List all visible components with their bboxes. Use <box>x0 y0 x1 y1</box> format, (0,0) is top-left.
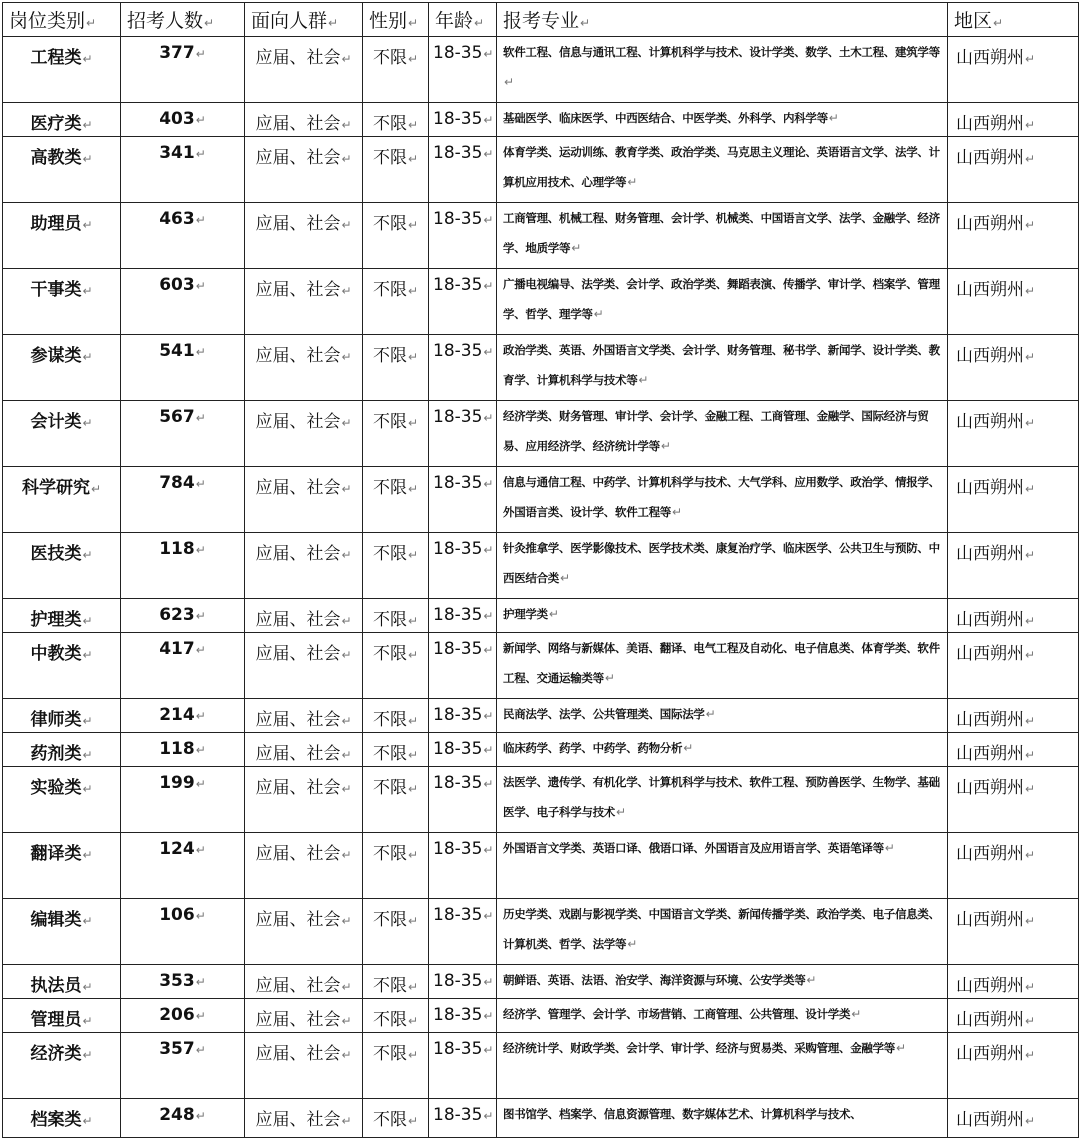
cell-count: 567↵ <box>121 401 245 467</box>
cell-count: 403↵ <box>121 103 245 137</box>
cell-target: 应届、社会↵ <box>245 37 363 103</box>
cell-target: 应届、社会↵ <box>245 1099 363 1138</box>
cell-count: 357↵ <box>121 1033 245 1099</box>
cell-category: 参谋类↵ <box>3 335 121 401</box>
cell-count: 541↵ <box>121 335 245 401</box>
cell-category: 律师类↵ <box>3 699 121 733</box>
cell-gender: 不限↵ <box>363 137 429 203</box>
cell-target: 应届、社会↵ <box>245 733 363 767</box>
cell-age: 18-35↵ <box>429 833 497 899</box>
cell-majors: 广播电视编导、法学类、会计学、政治学类、舞蹈表演、传播学、审计学、档案学、管理学、哲学、理学等↵ <box>497 269 948 335</box>
cell-majors: 护理学类↵ <box>497 599 948 633</box>
cell-count: 784↵ <box>121 467 245 533</box>
cell-category: 干事类↵ <box>3 269 121 335</box>
cell-gender: 不限↵ <box>363 767 429 833</box>
cell-category: 翻译类↵ <box>3 833 121 899</box>
cell-region: 山西朔州↵ <box>948 103 1079 137</box>
cell-majors: 历史学类、戏剧与影视学类、中国语言文学类、新闻传播学类、政治学类、电子信息类、计算机类、哲学、法学等↵ <box>497 899 948 965</box>
cell-target: 应届、社会↵ <box>245 467 363 533</box>
cell-age: 18-35↵ <box>429 699 497 733</box>
cell-category: 工程类↵ <box>3 37 121 103</box>
cell-count: 417↵ <box>121 633 245 699</box>
cell-age: 18-35↵ <box>429 633 497 699</box>
cell-category: 会计类↵ <box>3 401 121 467</box>
cell-count: 377↵ <box>121 37 245 103</box>
table-row <box>3 599 1079 633</box>
cell-target: 应届、社会↵ <box>245 899 363 965</box>
cell-category: 高教类↵ <box>3 137 121 203</box>
cell-age: 18-35↵ <box>429 899 497 965</box>
cell-category: 护理类↵ <box>3 599 121 633</box>
cell-gender: 不限↵ <box>363 103 429 137</box>
cell-majors: 信息与通信工程、中药学、计算机科学与技术、大气学科、应用数学、政治学、情报学、外国语言类、设计学、软件工程等↵ <box>497 467 948 533</box>
table-row <box>3 733 1079 767</box>
table-row <box>3 467 1079 533</box>
cell-count: 118↵ <box>121 733 245 767</box>
cell-region: 山西朔州↵ <box>948 599 1079 633</box>
table-row <box>3 203 1079 269</box>
cell-gender: 不限↵ <box>363 699 429 733</box>
cell-target: 应届、社会↵ <box>245 767 363 833</box>
cell-gender: 不限↵ <box>363 269 429 335</box>
table-row <box>3 269 1079 335</box>
cell-gender: 不限↵ <box>363 1033 429 1099</box>
cell-category: 科学研究↵ <box>3 467 121 533</box>
cell-majors: 针灸推拿学、医学影像技术、医学技术类、康复治疗学、临床医学、公共卫生与预防、中西医结合类↵ <box>497 533 948 599</box>
header-row <box>3 3 1079 37</box>
cell-target: 应届、社会↵ <box>245 633 363 699</box>
cell-count: 199↵ <box>121 767 245 833</box>
cell-majors: 软件工程、信息与通讯工程、计算机科学与技术、设计学类、数学、土木工程、建筑学等↵ <box>497 37 948 103</box>
table-row <box>3 699 1079 733</box>
cell-gender: 不限↵ <box>363 899 429 965</box>
cell-majors: 图书馆学、档案学、信息资源管理、数字媒体艺术、计算机科学与技术、 <box>497 1099 948 1138</box>
cell-count: 353↵ <box>121 965 245 999</box>
cell-majors: 经济学类、财务管理、审计学、会计学、金融工程、工商管理、金融学、国际经济与贸易、应用经济学、经济统计学等↵ <box>497 401 948 467</box>
cell-category: 编辑类↵ <box>3 899 121 965</box>
cell-target: 应届、社会↵ <box>245 103 363 137</box>
cell-target: 应届、社会↵ <box>245 833 363 899</box>
cell-count: 124↵ <box>121 833 245 899</box>
cell-age: 18-35↵ <box>429 137 497 203</box>
cell-region: 山西朔州↵ <box>948 37 1079 103</box>
table-row <box>3 1099 1079 1138</box>
cell-count: 463↵ <box>121 203 245 269</box>
header-majors: 报考专业↵ <box>497 3 948 37</box>
cell-age: 18-35↵ <box>429 999 497 1033</box>
cell-region: 山西朔州↵ <box>948 733 1079 767</box>
cell-gender: 不限↵ <box>363 599 429 633</box>
header-count: 招考人数↵ <box>121 3 245 37</box>
header-target: 面向人群↵ <box>245 3 363 37</box>
cell-region: 山西朔州↵ <box>948 965 1079 999</box>
cell-age: 18-35↵ <box>429 37 497 103</box>
cell-majors: 朝鲜语、英语、法语、治安学、海洋资源与环境、公安学类等↵ <box>497 965 948 999</box>
cell-region: 山西朔州↵ <box>948 533 1079 599</box>
table-row <box>3 899 1079 965</box>
cell-region: 山西朔州↵ <box>948 467 1079 533</box>
cell-target: 应届、社会↵ <box>245 533 363 599</box>
cell-gender: 不限↵ <box>363 999 429 1033</box>
cell-age: 18-35↵ <box>429 767 497 833</box>
cell-category: 医疗类↵ <box>3 103 121 137</box>
cell-age: 18-35↵ <box>429 533 497 599</box>
header-gender: 性别↵ <box>363 3 429 37</box>
cell-age: 18-35↵ <box>429 733 497 767</box>
cell-region: 山西朔州↵ <box>948 335 1079 401</box>
cell-count: 118↵ <box>121 533 245 599</box>
cell-majors: 经济统计学、财政学类、会计学、审计学、经济与贸易类、采购管理、金融学等↵ <box>497 1033 948 1099</box>
cell-target: 应届、社会↵ <box>245 699 363 733</box>
cell-target: 应届、社会↵ <box>245 203 363 269</box>
cell-majors: 临床药学、药学、中药学、药物分析↵ <box>497 733 948 767</box>
cell-target: 应届、社会↵ <box>245 965 363 999</box>
cell-region: 山西朔州↵ <box>948 1099 1079 1138</box>
cell-age: 18-35↵ <box>429 401 497 467</box>
cell-category: 助理员↵ <box>3 203 121 269</box>
cell-target: 应届、社会↵ <box>245 599 363 633</box>
cell-age: 18-35↵ <box>429 335 497 401</box>
cell-majors: 工商管理、机械工程、财务管理、会计学、机械类、中国语言文学、法学、金融学、经济学、地质学等↵ <box>497 203 948 269</box>
cell-category: 实验类↵ <box>3 767 121 833</box>
cell-category: 中教类↵ <box>3 633 121 699</box>
cell-majors: 政治学类、英语、外国语言文学类、会计学、财务管理、秘书学、新闻学、设计学类、教育学、计算机科学与技术等↵ <box>497 335 948 401</box>
cell-gender: 不限↵ <box>363 467 429 533</box>
cell-category: 经济类↵ <box>3 1033 121 1099</box>
cell-majors: 基础医学、临床医学、中西医结合、中医学类、外科学、内科学等↵ <box>497 103 948 137</box>
cell-age: 18-35↵ <box>429 467 497 533</box>
cell-age: 18-35↵ <box>429 103 497 137</box>
cell-count: 623↵ <box>121 599 245 633</box>
cell-category: 管理员↵ <box>3 999 121 1033</box>
cell-majors: 外国语言文学类、英语口译、俄语口译、外国语言及应用语言学、英语笔译等↵ <box>497 833 948 899</box>
cell-region: 山西朔州↵ <box>948 137 1079 203</box>
cell-age: 18-35↵ <box>429 1033 497 1099</box>
table-row <box>3 1033 1079 1099</box>
table-row <box>3 335 1079 401</box>
cell-target: 应届、社会↵ <box>245 1033 363 1099</box>
cell-gender: 不限↵ <box>363 733 429 767</box>
cell-gender: 不限↵ <box>363 833 429 899</box>
cell-region: 山西朔州↵ <box>948 269 1079 335</box>
cell-region: 山西朔州↵ <box>948 1033 1079 1099</box>
table-row <box>3 999 1079 1033</box>
header-category: 岗位类别↵ <box>3 3 121 37</box>
table-row <box>3 833 1079 899</box>
cell-count: 106↵ <box>121 899 245 965</box>
cell-category: 执法员↵ <box>3 965 121 999</box>
cell-gender: 不限↵ <box>363 203 429 269</box>
cell-target: 应届、社会↵ <box>245 335 363 401</box>
cell-region: 山西朔州↵ <box>948 203 1079 269</box>
header-age: 年龄↵ <box>429 3 497 37</box>
cell-age: 18-35↵ <box>429 269 497 335</box>
cell-region: 山西朔州↵ <box>948 633 1079 699</box>
cell-count: 603↵ <box>121 269 245 335</box>
cell-category: 药剂类↵ <box>3 733 121 767</box>
cell-region: 山西朔州↵ <box>948 767 1079 833</box>
table-row <box>3 767 1079 833</box>
cell-target: 应届、社会↵ <box>245 999 363 1033</box>
cell-count: 341↵ <box>121 137 245 203</box>
cell-age: 18-35↵ <box>429 1099 497 1138</box>
cell-target: 应届、社会↵ <box>245 137 363 203</box>
table-row <box>3 401 1079 467</box>
cell-region: 山西朔州↵ <box>948 899 1079 965</box>
cell-gender: 不限↵ <box>363 633 429 699</box>
cell-gender: 不限↵ <box>363 335 429 401</box>
table-row <box>3 965 1079 999</box>
cell-majors: 经济学、管理学、会计学、市场营销、工商管理、公共管理、设计学类↵ <box>497 999 948 1033</box>
cell-gender: 不限↵ <box>363 965 429 999</box>
cell-age: 18-35↵ <box>429 965 497 999</box>
cell-count: 206↵ <box>121 999 245 1033</box>
table-row <box>3 633 1079 699</box>
table-row <box>3 137 1079 203</box>
cell-gender: 不限↵ <box>363 37 429 103</box>
header-region: 地区↵ <box>948 3 1079 37</box>
table-row <box>3 37 1079 103</box>
cell-region: 山西朔州↵ <box>948 833 1079 899</box>
cell-category: 医技类↵ <box>3 533 121 599</box>
cell-majors: 民商法学、法学、公共管理类、国际法学↵ <box>497 699 948 733</box>
recruitment-table <box>2 2 1079 1138</box>
cell-age: 18-35↵ <box>429 203 497 269</box>
cell-region: 山西朔州↵ <box>948 999 1079 1033</box>
table-row <box>3 533 1079 599</box>
cell-majors: 体育学类、运动训练、教育学类、政治学类、马克思主义理论、英语语言文学、法学、计算机应用技术、心理学等↵ <box>497 137 948 203</box>
cell-count: 214↵ <box>121 699 245 733</box>
cell-count: 248↵ <box>121 1099 245 1138</box>
cell-majors: 新闻学、网络与新媒体、美语、翻译、电气工程及自动化、电子信息类、体育学类、软件工程、交通运输类等↵ <box>497 633 948 699</box>
cell-gender: 不限↵ <box>363 1099 429 1138</box>
cell-target: 应届、社会↵ <box>245 269 363 335</box>
cell-majors: 法医学、遗传学、有机化学、计算机科学与技术、软件工程、预防兽医学、生物学、基础医学、电子科学与技术↵ <box>497 767 948 833</box>
cell-region: 山西朔州↵ <box>948 401 1079 467</box>
cell-category: 档案类↵ <box>3 1099 121 1138</box>
cell-target: 应届、社会↵ <box>245 401 363 467</box>
cell-age: 18-35↵ <box>429 599 497 633</box>
cell-gender: 不限↵ <box>363 533 429 599</box>
table-row <box>3 103 1079 137</box>
cell-gender: 不限↵ <box>363 401 429 467</box>
cell-region: 山西朔州↵ <box>948 699 1079 733</box>
